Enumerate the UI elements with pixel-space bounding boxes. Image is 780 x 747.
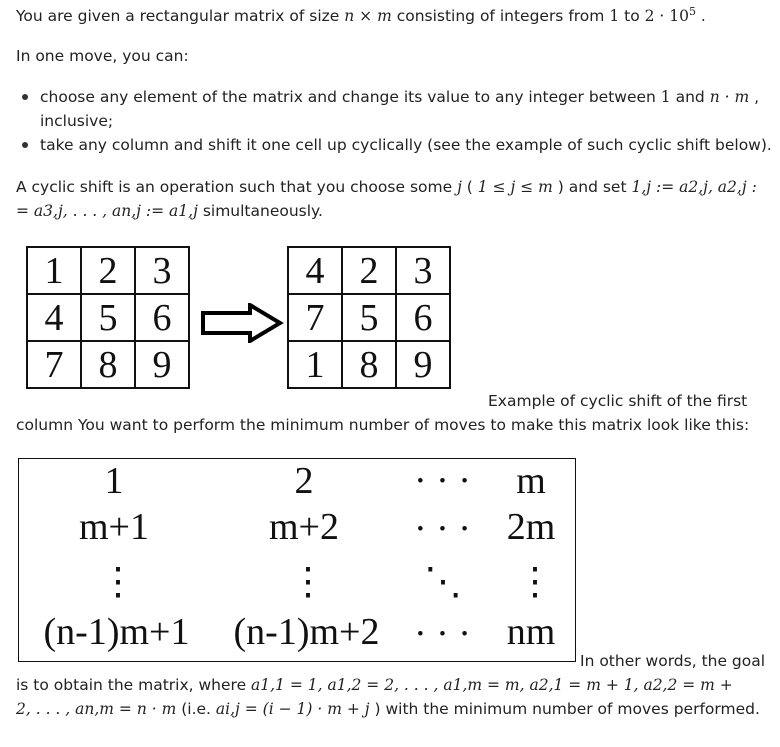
matrix-cell: 6 xyxy=(396,294,450,341)
ellipsis-cell: · · · xyxy=(414,613,471,655)
matrix-cell: 2 xyxy=(342,247,396,294)
intro-text: You are given a rectangular matrix of size xyxy=(16,7,345,25)
matrix-cell: 2 xyxy=(81,247,135,294)
matrix-cell: 6 xyxy=(135,294,189,341)
math-upper-bound: 2 · 10 xyxy=(644,7,689,25)
math-exponent: 5 xyxy=(688,4,696,18)
outro-line-2 xyxy=(16,697,760,721)
cyclic-set-text: ) and set xyxy=(552,178,632,196)
outro-end-text: ) with the minimum number of moves performed. xyxy=(369,700,760,718)
target-cell: 2 xyxy=(294,460,314,502)
math-m: m xyxy=(377,7,392,25)
outro-right-text: In other words, the goal xyxy=(580,652,766,670)
target-cell: m+1 xyxy=(79,506,149,548)
example-caption: Example of cyclic shift of the first xyxy=(488,392,748,410)
math-last-value: 2, . . . , an,m = n · m xyxy=(16,700,177,718)
simultaneously-text: simultaneously. xyxy=(197,202,323,220)
cyclic-definition-line-1 xyxy=(16,175,757,199)
matrix-cell: 1 xyxy=(27,247,81,294)
math-j: j xyxy=(457,178,462,196)
example-matrix-after xyxy=(287,246,451,389)
bullet-dot-2 xyxy=(22,142,28,148)
intro-paragraph xyxy=(16,4,706,28)
bullet-1-comma: , xyxy=(749,88,760,106)
right-arrow-icon xyxy=(200,303,284,343)
math-one: 1 xyxy=(609,7,620,25)
ellipsis-cell: · · · xyxy=(414,508,471,550)
matrix-cell: 8 xyxy=(81,341,135,388)
target-matrix xyxy=(18,458,576,662)
math-one: 1 xyxy=(660,88,671,106)
matrix-cell: 7 xyxy=(27,341,81,388)
intro-to: to xyxy=(619,7,645,25)
math-times: × xyxy=(354,7,378,25)
math-n: n xyxy=(344,7,355,25)
math-target-values: a1,1 = 1, a1,2 = 2, . . . , a1,m = m, a2,1 = m + 1, a2,2 = m + xyxy=(251,676,733,694)
matrix-cell: 7 xyxy=(288,294,342,341)
vdots-cell: ⋮ xyxy=(516,561,554,603)
vdots-cell: ⋮ xyxy=(289,561,327,603)
matrix-cell: 4 xyxy=(27,294,81,341)
target-cell: m xyxy=(516,460,546,502)
outro-text: is to obtain the matrix, where xyxy=(16,676,252,694)
target-cell: nm xyxy=(506,611,556,653)
target-cell: (n-1)m+1 xyxy=(43,611,190,653)
bullet-1-and: and xyxy=(670,88,710,106)
matrix-cell: 3 xyxy=(396,247,450,294)
math-assignment-1: 1,j := a2,j, a2,j : xyxy=(631,178,757,196)
matrix-cell: 1 xyxy=(288,341,342,388)
matrix-cell: 8 xyxy=(342,341,396,388)
outro-line-1 xyxy=(16,673,733,697)
ie-text: (i.e. xyxy=(176,700,216,718)
bullet-dot-1 xyxy=(22,94,28,100)
target-cell: 1 xyxy=(104,460,124,502)
cyclic-definition-line-2 xyxy=(16,199,323,223)
bullet-1-line-1 xyxy=(40,85,759,109)
moves-intro: In one move, you can: xyxy=(16,47,189,65)
bullet-1-text: choose any element of the matrix and change its value to any integer between xyxy=(40,88,661,106)
math-formula: ai,j = (i − 1) · m + j xyxy=(215,700,370,718)
cyclic-text: A cyclic shift is an operation such that you choose some xyxy=(16,178,458,196)
matrix-cell: 4 xyxy=(288,247,342,294)
target-cell: m+2 xyxy=(269,506,339,548)
intro-text-2: consisting of integers from xyxy=(391,7,610,25)
bullet-2: take any column and shift it one cell up cyclically (see the example of such cyclic shift below). xyxy=(40,136,772,154)
matrix-cell: 5 xyxy=(342,294,396,341)
vdots-cell: ⋮ xyxy=(99,561,137,603)
bullet-1-line-2: inclusive; xyxy=(40,112,114,130)
ddots-cell: ⋱ xyxy=(424,561,462,603)
target-cell: 2m xyxy=(506,506,556,548)
target-cell: (n-1)m+2 xyxy=(233,611,380,653)
ellipsis-cell: · · · xyxy=(414,460,471,502)
matrix-cell: 3 xyxy=(135,247,189,294)
matrix-cell: 9 xyxy=(396,341,450,388)
math-j-range: 1 ≤ j ≤ m xyxy=(477,178,553,196)
intro-end: . xyxy=(695,7,706,25)
matrix-cell: 9 xyxy=(135,341,189,388)
math-n-times-m: n · m xyxy=(709,88,750,106)
example-matrix-before xyxy=(26,246,190,389)
matrix-cell: 5 xyxy=(81,294,135,341)
paren-open: ( xyxy=(461,178,478,196)
math-assignment-2: = a3,j, . . . , an,j := a1,j xyxy=(16,202,198,220)
caption-continuation: column You want to perform the minimum number of moves to make this matrix look like this: xyxy=(16,416,750,434)
